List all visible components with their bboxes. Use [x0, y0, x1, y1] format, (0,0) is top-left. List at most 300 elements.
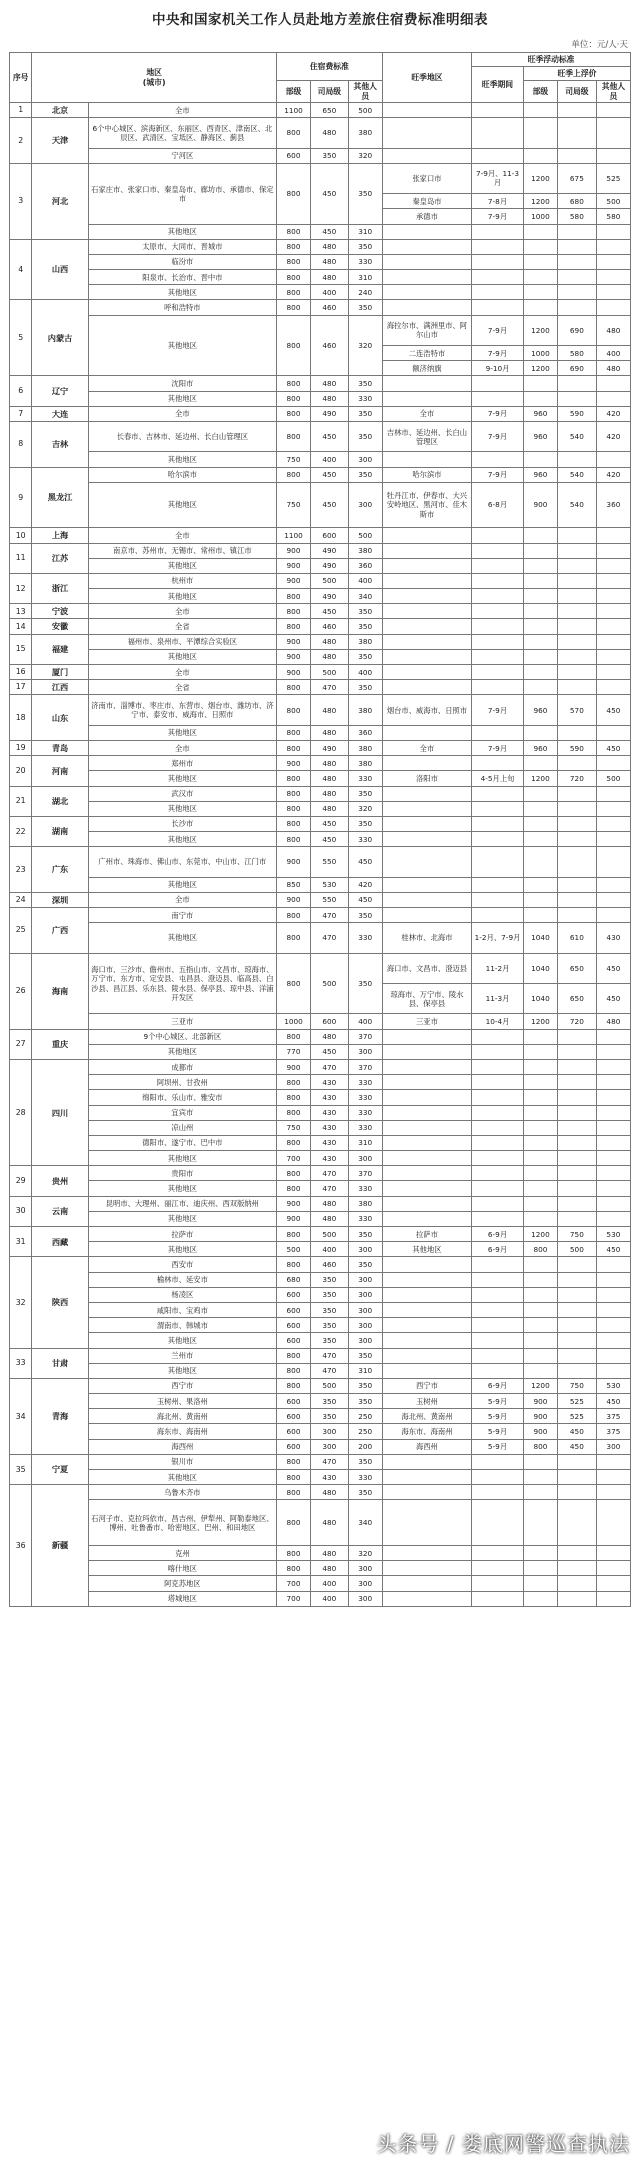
row-lodging-o: 350	[348, 421, 382, 451]
row-peak-empty	[523, 1044, 557, 1059]
row-peak-region: 三亚市	[382, 1014, 471, 1029]
row-no: 33	[10, 1348, 32, 1378]
row-city: 宁河区	[88, 148, 276, 163]
row-peak-empty	[382, 1257, 471, 1272]
row-city: 其他地区	[88, 1242, 276, 1257]
row-peak-empty	[382, 1166, 471, 1181]
row-peak-b: 960	[523, 695, 557, 725]
row-lodging-b: 800	[276, 801, 310, 816]
row-peak-empty	[596, 1318, 630, 1333]
row-lodging-o: 380	[348, 1196, 382, 1211]
row-peak-s: 450	[557, 1424, 596, 1439]
row-peak-empty	[557, 1576, 596, 1591]
table-row	[10, 1318, 631, 1333]
row-city: 克州	[88, 1546, 276, 1561]
row-city: 三亚市	[88, 1014, 276, 1029]
row-peak-empty	[382, 801, 471, 816]
table-row	[10, 1044, 631, 1059]
row-city: 呼和浩特市	[88, 300, 276, 315]
row-peak-empty	[596, 634, 630, 649]
row-city: 石家庄市、张家口市、秦皇岛市、廊坊市、承德市、保定市	[88, 163, 276, 224]
header-lodging: 住宿费标准	[276, 53, 382, 81]
row-lodging-o: 300	[348, 1333, 382, 1348]
table-row	[10, 376, 631, 391]
row-province: 浙江	[32, 573, 88, 603]
row-no: 3	[10, 163, 32, 239]
row-peak-empty	[472, 1454, 524, 1469]
row-peak-empty	[557, 1151, 596, 1166]
table-row	[10, 239, 631, 254]
row-peak-o: 480	[596, 361, 630, 376]
row-no: 27	[10, 1029, 32, 1059]
row-peak-o: 500	[596, 194, 630, 209]
row-province: 厦门	[32, 665, 88, 680]
row-peak-empty	[523, 680, 557, 695]
row-peak-empty	[523, 649, 557, 664]
row-lodging-b: 800	[276, 1363, 310, 1378]
row-peak-empty	[382, 1029, 471, 1044]
row-lodging-o: 320	[348, 148, 382, 163]
row-peak-empty	[523, 1272, 557, 1287]
row-peak-period: 11-2月	[472, 953, 524, 983]
table-row	[10, 1242, 631, 1257]
row-peak-b: 1200	[523, 194, 557, 209]
row-peak-empty	[557, 573, 596, 588]
row-peak-s: 720	[557, 1014, 596, 1029]
row-peak-empty	[557, 528, 596, 543]
row-lodging-s: 490	[311, 406, 349, 421]
header-lodging-1: 司局级	[311, 81, 349, 103]
row-city: 贵阳市	[88, 1166, 276, 1181]
row-peak-empty	[596, 604, 630, 619]
row-lodging-s: 600	[311, 1014, 349, 1029]
row-peak-empty	[557, 680, 596, 695]
row-peak-period: 5-9月	[472, 1439, 524, 1454]
row-peak-period: 9-10月	[472, 361, 524, 376]
row-lodging-b: 900	[276, 1211, 310, 1226]
row-lodging-o: 350	[348, 908, 382, 923]
row-province: 新疆	[32, 1485, 88, 1607]
row-city: 其他地区	[88, 923, 276, 953]
row-city: 其他地区	[88, 1181, 276, 1196]
row-city: 海北州、黄南州	[88, 1409, 276, 1424]
row-peak-empty	[472, 103, 524, 118]
row-peak-empty	[596, 103, 630, 118]
header-peak-4: 司局级	[557, 81, 596, 103]
row-peak-empty	[557, 604, 596, 619]
row-no: 25	[10, 908, 32, 954]
row-peak-empty	[382, 1196, 471, 1211]
row-lodging-s: 480	[311, 376, 349, 391]
row-peak-empty	[557, 1485, 596, 1500]
row-lodging-s: 530	[311, 877, 349, 892]
row-peak-empty	[382, 892, 471, 907]
row-province: 陕西	[32, 1257, 88, 1348]
row-lodging-s: 400	[311, 285, 349, 300]
row-lodging-b: 700	[276, 1576, 310, 1591]
row-peak-empty	[472, 543, 524, 558]
row-lodging-s: 650	[311, 103, 349, 118]
table-row	[10, 467, 631, 482]
row-lodging-b: 800	[276, 467, 310, 482]
row-peak-empty	[472, 619, 524, 634]
row-peak-empty	[596, 1105, 630, 1120]
row-lodging-o: 350	[348, 163, 382, 224]
row-lodging-b: 1000	[276, 1014, 310, 1029]
row-peak-empty	[523, 1333, 557, 1348]
row-peak-empty	[382, 254, 471, 269]
row-peak-empty	[472, 1181, 524, 1196]
row-peak-empty	[596, 801, 630, 816]
row-peak-s: 680	[557, 194, 596, 209]
row-lodging-s: 350	[311, 148, 349, 163]
row-lodging-s: 460	[311, 619, 349, 634]
row-peak-empty	[523, 285, 557, 300]
row-city: 其他地区	[88, 832, 276, 847]
row-peak-region: 二连浩特市	[382, 346, 471, 361]
row-peak-empty	[523, 877, 557, 892]
row-peak-s: 650	[557, 953, 596, 983]
row-peak-empty	[472, 680, 524, 695]
row-lodging-o: 330	[348, 1470, 382, 1485]
row-province: 山东	[32, 695, 88, 741]
row-province: 湖南	[32, 816, 88, 846]
row-lodging-b: 600	[276, 1287, 310, 1302]
row-lodging-o: 300	[348, 1576, 382, 1591]
row-peak-empty	[557, 1348, 596, 1363]
row-lodging-o: 400	[348, 1014, 382, 1029]
table-row	[10, 665, 631, 680]
row-lodging-b: 800	[276, 619, 310, 634]
row-city: 渭南市、韩城市	[88, 1318, 276, 1333]
row-lodging-s: 470	[311, 1348, 349, 1363]
table-row	[10, 1378, 631, 1393]
row-city: 成都市	[88, 1059, 276, 1074]
row-province: 青海	[32, 1378, 88, 1454]
row-lodging-o: 330	[348, 1075, 382, 1090]
row-lodging-b: 800	[276, 695, 310, 725]
header-no: 序号	[10, 53, 32, 103]
row-peak-empty	[382, 619, 471, 634]
row-peak-empty	[557, 1181, 596, 1196]
header-lodging-2: 其他人员	[348, 81, 382, 103]
table-row	[10, 148, 631, 163]
table-row	[10, 270, 631, 285]
row-lodging-s: 480	[311, 771, 349, 786]
row-province: 贵州	[32, 1166, 88, 1196]
row-peak-empty	[523, 619, 557, 634]
row-peak-empty	[557, 300, 596, 315]
row-lodging-o: 310	[348, 270, 382, 285]
row-peak-empty	[382, 148, 471, 163]
row-city: 6个中心城区、滨海新区、东丽区、西青区、津南区、北辰区、武清区、宝坻区、静海区、蓟县	[88, 118, 276, 148]
row-peak-empty	[596, 589, 630, 604]
row-peak-empty	[472, 1348, 524, 1363]
row-city: 塔城地区	[88, 1591, 276, 1606]
table-row	[10, 1272, 631, 1287]
table-row	[10, 695, 631, 725]
row-peak-o: 500	[596, 771, 630, 786]
row-peak-empty	[596, 543, 630, 558]
row-lodging-b: 800	[276, 816, 310, 831]
row-lodging-o: 370	[348, 1029, 382, 1044]
row-peak-empty	[523, 1454, 557, 1469]
table-row	[10, 1454, 631, 1469]
row-city: 临汾市	[88, 254, 276, 269]
row-lodging-o: 350	[348, 1454, 382, 1469]
row-lodging-s: 500	[311, 1378, 349, 1393]
row-city: 玉树州、果洛州	[88, 1394, 276, 1409]
row-peak-empty	[472, 1257, 524, 1272]
row-lodging-b: 800	[276, 589, 310, 604]
row-lodging-o: 330	[348, 832, 382, 847]
row-peak-empty	[557, 558, 596, 573]
row-city: 绵阳市、乐山市、雅安市	[88, 1090, 276, 1105]
row-lodging-o: 400	[348, 573, 382, 588]
row-lodging-o: 360	[348, 558, 382, 573]
row-city: 昆明市、大理州、丽江市、迪庆州、西双版纳州	[88, 1196, 276, 1211]
row-lodging-s: 400	[311, 452, 349, 467]
row-city: 9个中心城区、北部新区	[88, 1029, 276, 1044]
row-peak-period: 6-9月	[472, 1242, 524, 1257]
row-lodging-o: 320	[348, 801, 382, 816]
row-peak-empty	[382, 1576, 471, 1591]
row-peak-o: 525	[596, 163, 630, 193]
row-lodging-s: 350	[311, 1272, 349, 1287]
row-peak-o: 420	[596, 467, 630, 482]
row-lodging-b: 900	[276, 665, 310, 680]
row-city: 太原市、大同市、晋城市	[88, 239, 276, 254]
row-lodging-s: 480	[311, 1546, 349, 1561]
row-peak-b: 900	[523, 1394, 557, 1409]
row-lodging-b: 600	[276, 1394, 310, 1409]
row-peak-empty	[472, 1287, 524, 1302]
row-province: 河南	[32, 756, 88, 786]
row-lodging-b: 750	[276, 482, 310, 528]
row-city: 海西州	[88, 1439, 276, 1454]
row-peak-s: 720	[557, 771, 596, 786]
row-peak-empty	[557, 1166, 596, 1181]
table-row	[10, 1333, 631, 1348]
row-lodging-b: 800	[276, 953, 310, 1014]
row-peak-empty	[557, 1196, 596, 1211]
row-lodging-o: 330	[348, 1090, 382, 1105]
row-peak-empty	[523, 1302, 557, 1317]
row-peak-empty	[523, 573, 557, 588]
row-lodging-s: 490	[311, 740, 349, 755]
row-peak-empty	[523, 543, 557, 558]
row-peak-empty	[472, 1318, 524, 1333]
row-peak-empty	[596, 1166, 630, 1181]
table-row	[10, 573, 631, 588]
row-lodging-b: 800	[276, 1257, 310, 1272]
row-peak-s: 590	[557, 740, 596, 755]
row-lodging-b: 900	[276, 543, 310, 558]
row-city: 阿坝州、甘孜州	[88, 1075, 276, 1090]
row-peak-region: 秦皇岛市	[382, 194, 471, 209]
row-peak-period: 5-9月	[472, 1394, 524, 1409]
row-province: 海南	[32, 953, 88, 1029]
row-peak-empty	[557, 1257, 596, 1272]
table-row	[10, 680, 631, 695]
row-peak-empty	[596, 847, 630, 877]
row-peak-empty	[523, 604, 557, 619]
row-peak-empty	[557, 1059, 596, 1074]
row-peak-period: 6-9月	[472, 1378, 524, 1393]
row-peak-o: 375	[596, 1424, 630, 1439]
row-city: 福州市、泉州市、平潭综合实验区	[88, 634, 276, 649]
row-no: 13	[10, 604, 32, 619]
row-no: 17	[10, 680, 32, 695]
row-peak-b: 800	[523, 1439, 557, 1454]
row-peak-empty	[523, 118, 557, 148]
row-peak-empty	[382, 224, 471, 239]
row-peak-s: 540	[557, 482, 596, 528]
row-peak-period: 1-2月、7-9月	[472, 923, 524, 953]
row-peak-empty	[596, 816, 630, 831]
row-peak-empty	[523, 1211, 557, 1226]
row-province: 重庆	[32, 1029, 88, 1059]
table-row	[10, 254, 631, 269]
row-province: 江西	[32, 680, 88, 695]
table-row	[10, 1470, 631, 1485]
row-province: 福建	[32, 634, 88, 664]
row-peak-s: 450	[557, 1439, 596, 1454]
row-city: 其他地区	[88, 285, 276, 300]
row-peak-empty	[523, 148, 557, 163]
row-lodging-s: 480	[311, 254, 349, 269]
row-lodging-o: 310	[348, 1135, 382, 1150]
row-peak-empty	[382, 1059, 471, 1074]
table-row	[10, 1363, 631, 1378]
row-peak-empty	[472, 725, 524, 740]
row-lodging-s: 300	[311, 1424, 349, 1439]
row-lodging-o: 300	[348, 1272, 382, 1287]
row-peak-empty	[472, 665, 524, 680]
row-peak-empty	[472, 892, 524, 907]
row-peak-empty	[382, 452, 471, 467]
row-peak-empty	[596, 148, 630, 163]
row-lodging-b: 900	[276, 1196, 310, 1211]
row-city: 南宁市	[88, 908, 276, 923]
table-row	[10, 1029, 631, 1044]
row-lodging-s: 350	[311, 1287, 349, 1302]
row-peak-empty	[596, 300, 630, 315]
row-peak-empty	[557, 224, 596, 239]
row-lodging-o: 300	[348, 1151, 382, 1166]
table-row	[10, 1394, 631, 1409]
row-peak-region: 吉林市、延边州、长白山管理区	[382, 421, 471, 451]
row-lodging-o: 300	[348, 482, 382, 528]
row-lodging-b: 800	[276, 1378, 310, 1393]
row-peak-period: 7-9月	[472, 467, 524, 482]
row-peak-empty	[596, 1211, 630, 1226]
row-no: 30	[10, 1196, 32, 1226]
table-row	[10, 756, 631, 771]
row-peak-empty	[472, 832, 524, 847]
table-row	[10, 923, 631, 953]
row-peak-empty	[557, 1454, 596, 1469]
row-lodging-o: 400	[348, 665, 382, 680]
row-no: 32	[10, 1257, 32, 1348]
row-city: 其他地区	[88, 589, 276, 604]
row-lodging-s: 450	[311, 163, 349, 224]
row-lodging-o: 350	[348, 406, 382, 421]
row-city: 其他地区	[88, 391, 276, 406]
row-peak-empty	[596, 1029, 630, 1044]
header-region	[32, 53, 277, 103]
row-lodging-b: 600	[276, 1424, 310, 1439]
row-no: 26	[10, 953, 32, 1029]
row-lodging-b: 800	[276, 680, 310, 695]
row-lodging-b: 800	[276, 771, 310, 786]
table-row	[10, 816, 631, 831]
row-lodging-o: 350	[348, 953, 382, 1014]
row-lodging-b: 800	[276, 1546, 310, 1561]
row-peak-region: 全市	[382, 406, 471, 421]
row-peak-empty	[523, 1029, 557, 1044]
table-row	[10, 1196, 631, 1211]
row-peak-o: 450	[596, 695, 630, 725]
row-peak-empty	[557, 908, 596, 923]
row-peak-empty	[523, 1470, 557, 1485]
table-row	[10, 406, 631, 421]
row-lodging-b: 800	[276, 118, 310, 148]
row-peak-empty	[557, 1105, 596, 1120]
row-lodging-s: 470	[311, 680, 349, 695]
table-row	[10, 892, 631, 907]
row-lodging-s: 490	[311, 543, 349, 558]
table-row	[10, 832, 631, 847]
row-peak-empty	[596, 573, 630, 588]
table-row	[10, 1424, 631, 1439]
row-peak-empty	[523, 1363, 557, 1378]
row-peak-empty	[596, 1272, 630, 1287]
row-city: 阳泉市、长治市、晋中市	[88, 270, 276, 285]
row-peak-region: 海东市、海南州	[382, 1424, 471, 1439]
row-peak-empty	[557, 589, 596, 604]
row-lodging-s: 480	[311, 270, 349, 285]
row-peak-period: 5-9月	[472, 1424, 524, 1439]
row-lodging-s: 430	[311, 1470, 349, 1485]
table-row	[10, 725, 631, 740]
row-peak-b: 1200	[523, 315, 557, 345]
row-peak-o: 480	[596, 1014, 630, 1029]
row-peak-empty	[382, 528, 471, 543]
row-province: 湖北	[32, 786, 88, 816]
row-peak-empty	[557, 1591, 596, 1606]
row-peak-s: 590	[557, 406, 596, 421]
row-lodging-b: 800	[276, 1500, 310, 1546]
row-lodging-b: 800	[276, 391, 310, 406]
row-peak-empty	[596, 391, 630, 406]
row-peak-empty	[557, 1211, 596, 1226]
row-lodging-s: 470	[311, 1059, 349, 1074]
row-lodging-o: 420	[348, 877, 382, 892]
row-peak-empty	[557, 1561, 596, 1576]
row-peak-period: 7-9月	[472, 346, 524, 361]
row-peak-empty	[596, 786, 630, 801]
row-peak-empty	[523, 224, 557, 239]
row-province: 四川	[32, 1059, 88, 1165]
table-row	[10, 1059, 631, 1074]
row-peak-empty	[596, 452, 630, 467]
header-peak-upper: 旺季上浮价	[523, 67, 630, 81]
row-lodging-o: 330	[348, 254, 382, 269]
row-peak-empty	[596, 1120, 630, 1135]
row-peak-b: 1000	[523, 209, 557, 224]
row-province: 山西	[32, 239, 88, 300]
